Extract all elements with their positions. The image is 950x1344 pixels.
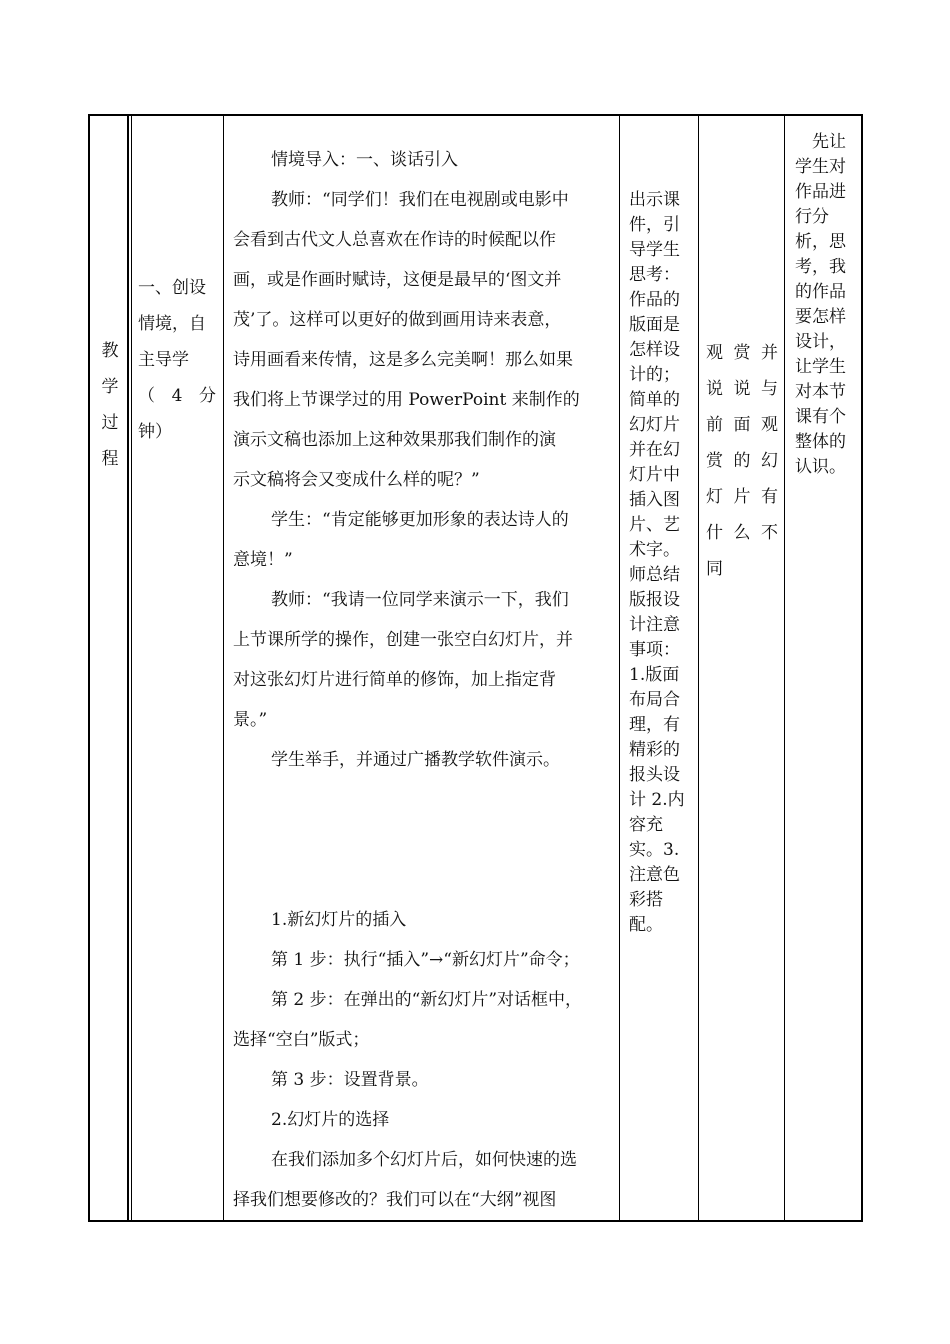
student-activity-char: 说	[706, 379, 723, 399]
teacher-activity-line: 幻灯片	[629, 415, 680, 435]
content-line: 会看到古代文人总喜欢在作诗的时候配以作	[233, 230, 556, 250]
column-divider	[784, 114, 785, 1222]
student-activity-row	[706, 443, 778, 479]
student-activity-char: 灯	[706, 487, 723, 507]
student-activity-char: 不	[761, 523, 778, 543]
student-activity-row	[706, 551, 778, 587]
content-line: 择我们想要修改的？我们可以在“大纲”视图	[233, 1190, 557, 1210]
teacher-activity	[629, 188, 691, 938]
student-activity-char: 片	[733, 487, 751, 507]
student-activity-row	[706, 371, 778, 407]
teacher-activity-line: 计的；	[629, 365, 680, 385]
content-line: 景。”	[233, 710, 268, 730]
teacher-activity-line: 配。	[629, 915, 663, 935]
stage-duration-part: （	[138, 386, 155, 406]
student-activity-char: 赏	[733, 343, 751, 363]
design-intent-line: 对本节	[795, 382, 846, 402]
teacher-activity-line: 事项：	[629, 640, 680, 660]
stage-duration-line	[138, 378, 216, 414]
student-activity-char: 么	[733, 523, 751, 543]
section-label	[96, 333, 124, 477]
teacher-activity-line: 片、艺	[629, 515, 680, 535]
student-activity-char: 赏	[706, 451, 723, 471]
student-activity-char: 同	[706, 559, 723, 579]
design-intent	[795, 130, 857, 480]
design-intent-line: 要怎样	[795, 307, 846, 327]
teacher-activity-line: 插入图	[629, 490, 680, 510]
teacher-activity-line: 出示课	[629, 190, 680, 210]
design-intent-line: 整体的	[795, 432, 846, 452]
content-line: 情境导入：一、谈话引入	[271, 150, 458, 170]
content-spacer	[233, 852, 615, 900]
content-line: 上节课所学的操作，创建一张空白幻灯片，并	[233, 630, 573, 650]
column-divider	[698, 114, 699, 1222]
teacher-activity-line: 报头设	[629, 765, 680, 785]
teacher-activity-line: 思考：	[629, 265, 680, 285]
teacher-activity-line: 术字。	[629, 540, 680, 560]
student-activity-row	[706, 515, 778, 551]
stage-title-line: 情境，自	[138, 314, 206, 334]
content-line: 演示文稿也添加上这种效果那我们制作的演	[233, 430, 556, 450]
content-line: 2.幻灯片的选择	[271, 1110, 390, 1130]
teaching-content	[233, 140, 615, 1220]
column-divider	[619, 114, 620, 1222]
stage-title	[138, 270, 218, 450]
teacher-activity-line: 简单的	[629, 390, 680, 410]
student-activity-char: 前	[706, 415, 723, 435]
section-label-char: 程	[101, 449, 119, 469]
design-intent-line: 课有个	[795, 407, 846, 427]
student-activity-char: 说	[733, 379, 751, 399]
content-line: 茂’了。这样可以更好的做到画用诗来表意，	[233, 310, 562, 330]
design-intent-line: 作品进	[795, 182, 846, 202]
content-line: 画，或是作画时赋诗，这便是最早的‘图文并	[233, 270, 562, 290]
teacher-activity-line: 容充	[629, 815, 663, 835]
stage-title-line: 钟）	[138, 422, 172, 442]
teacher-activity-line: 件，引	[629, 215, 680, 235]
content-line: 诗用画看来传情，这是多么完美啊！那么如果	[233, 350, 573, 370]
design-intent-line: 先让	[812, 132, 846, 152]
teacher-activity-line: 彩搭	[629, 890, 663, 910]
section-label-char: 学	[101, 377, 119, 397]
student-activity-row	[706, 335, 778, 371]
teacher-activity-line: 怎样设	[629, 340, 680, 360]
teacher-activity-line: 并在幻	[629, 440, 680, 460]
column-divider	[127, 114, 129, 1222]
student-activity-char: 的	[733, 451, 751, 471]
content-line: 第 2 步：在弹出的“新幻灯片”对话框中，	[271, 990, 583, 1010]
student-activity-row	[706, 479, 778, 515]
design-intent-line: 的作品	[795, 282, 846, 302]
content-line: 选择“空白”版式；	[233, 1030, 370, 1050]
teacher-activity-line: 师总结	[629, 565, 680, 585]
design-intent-line: 考，我	[795, 257, 846, 277]
column-divider	[131, 114, 132, 1222]
content-line: 对这张幻灯片进行简单的修饰，加上指定背	[233, 670, 556, 690]
content-line: 教师：“我请一位同学来演示一下，我们	[271, 590, 569, 610]
content-line: 第 3 步：设置背景。	[271, 1070, 429, 1090]
content-line: 意境！”	[233, 550, 293, 570]
content-line: 我们将上节课学过的用 PowerPoint 来制作的	[233, 390, 580, 410]
content-line: 在我们添加多个幻灯片后，如何快速的选	[271, 1150, 577, 1170]
teacher-activity-line: 灯片中	[629, 465, 680, 485]
teacher-activity-line: 作品的	[629, 290, 680, 310]
student-activity-char: 与	[761, 379, 778, 399]
teacher-activity-line: 精彩的	[629, 740, 680, 760]
teacher-activity-line: 版面是	[629, 315, 680, 335]
teacher-activity-line: 计注意	[629, 615, 680, 635]
student-activity-char: 观	[761, 415, 778, 435]
column-divider	[223, 114, 224, 1222]
design-intent-line: 学生对	[795, 157, 846, 177]
content-line: 第 1 步：执行“插入”→“新幻灯片”命令；	[271, 950, 580, 970]
section-label-char: 过	[101, 413, 119, 433]
content-line: 教师：“同学们！我们在电视剧或电影中	[271, 190, 569, 210]
design-intent-line: 认识。	[795, 457, 846, 477]
teacher-activity-line: 布局合	[629, 690, 680, 710]
design-intent-line: 设计，	[795, 332, 846, 352]
student-activity-char: 什	[706, 523, 723, 543]
teacher-activity-line: 实。3.	[629, 840, 680, 860]
teacher-activity-line: 导学生	[629, 240, 680, 260]
content-line: 1.新幻灯片的插入	[271, 910, 407, 930]
teacher-activity-line: 版报设	[629, 590, 680, 610]
stage-duration-part: 4	[171, 386, 183, 406]
teacher-activity-line: 理，有	[629, 715, 680, 735]
student-activity-char: 幻	[761, 451, 778, 471]
design-intent-line: 让学生	[795, 357, 846, 377]
student-activity-row	[706, 407, 778, 443]
design-intent-line: 析，思	[795, 232, 846, 252]
content-spacer	[233, 780, 615, 852]
stage-title-line: 主导学	[138, 350, 189, 370]
student-activity	[706, 335, 780, 587]
student-activity-char: 并	[761, 343, 778, 363]
section-label-char: 教	[101, 341, 119, 361]
content-line: 学生：“肯定能够更加形象的表达诗人的	[271, 510, 569, 530]
content-line: 学生举手，并通过广播教学软件演示。	[271, 750, 560, 770]
stage-title-line: 一、创设	[138, 278, 206, 298]
content-line: 示文稿将会又变成什么样的呢？”	[233, 470, 480, 490]
stage-duration-part: 分	[198, 386, 216, 406]
teacher-activity-line: 1.版面	[629, 665, 680, 685]
student-activity-char: 观	[706, 343, 723, 363]
student-activity-char: 面	[733, 415, 751, 435]
design-intent-line: 行分	[795, 207, 829, 227]
teacher-activity-line: 注意色	[629, 865, 680, 885]
teacher-activity-line: 计 2.内	[629, 790, 685, 810]
student-activity-char: 有	[761, 487, 778, 507]
